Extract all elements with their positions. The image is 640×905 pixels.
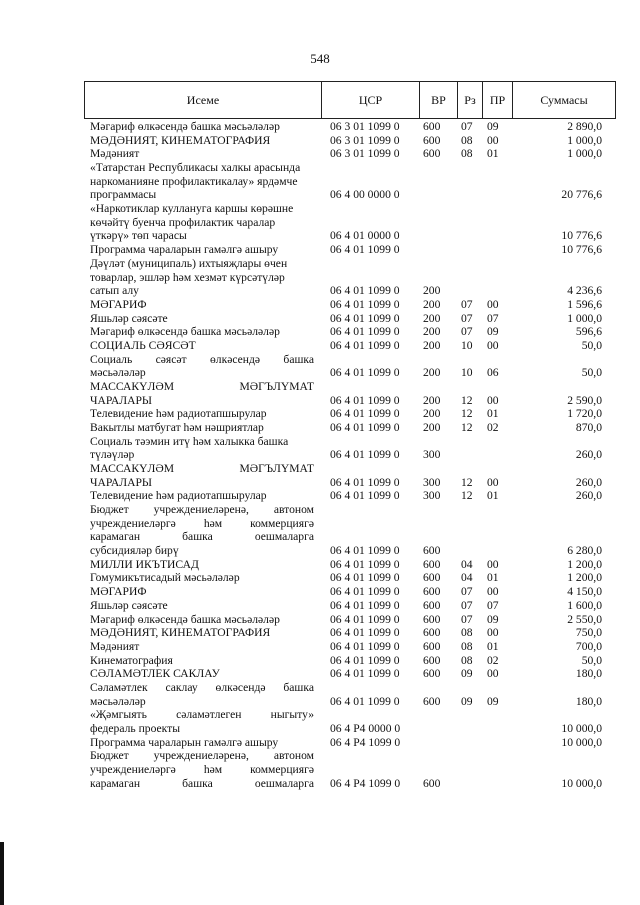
table-row [84, 531, 616, 543]
cell-csr: 06 4 01 1099 0 [330, 393, 400, 407]
cell-rz: 07 [461, 612, 473, 626]
cell-csr: 06 4 00 0000 0 [330, 188, 400, 202]
cell-pr: 02 [487, 421, 499, 434]
cell-name: Мәгариф өлкәсендә башка мәсьәләләр [90, 121, 280, 133]
table-row [84, 668, 616, 680]
table-row [84, 586, 616, 598]
cell-name: мәсьәләләр [90, 695, 146, 708]
cell-pr: 01 [487, 489, 499, 503]
cell-vr: 300 [423, 489, 441, 503]
cell-vr: 600 [423, 626, 441, 640]
cell-name: Социаль тәэмин итү һәм халыкка башка [90, 435, 289, 448]
cell-vr: 600 [423, 667, 441, 681]
cell-vr: 200 [423, 311, 441, 325]
cell-sum: 10 000,0 [561, 735, 602, 749]
cell-rz: 12 [461, 421, 473, 434]
cell-sum: 260,0 [575, 475, 602, 489]
cell-csr: 06 4 01 1099 0 [330, 243, 400, 257]
table-row [84, 299, 616, 311]
cell-sum: 2 890,0 [567, 120, 602, 133]
cell-rz: 07 [461, 311, 473, 325]
cell-vr: 600 [423, 639, 441, 653]
cell-rz: 12 [461, 407, 473, 421]
cell-sum: 1 720,0 [567, 407, 602, 421]
cell-name: программасы [90, 189, 157, 202]
table-row [84, 395, 616, 407]
table-row [84, 682, 616, 694]
cell-vr: 300 [423, 448, 441, 462]
cell-pr: 00 [487, 133, 499, 147]
cell-pr: 00 [487, 338, 499, 352]
cell-pr: 00 [487, 626, 499, 640]
cell-name: СӘЛАМӘТЛЕК САКЛАУ [90, 668, 220, 681]
table-row [84, 436, 616, 448]
cell-name: сатып алу [90, 285, 139, 298]
cell-name: ЧАРАЛАРЫ [90, 476, 153, 489]
cell-sum: 750,0 [575, 626, 602, 640]
cell-csr: 06 4 01 1099 0 [330, 571, 400, 585]
cell-vr: 200 [423, 366, 441, 380]
cell-vr: 600 [423, 598, 441, 612]
cell-name: МИЛЛИ ИКЪТИСАД [90, 558, 199, 571]
cell-name: «Наркотиклар куллануга каршы көрәшне [90, 203, 294, 216]
table-row [84, 230, 616, 242]
table-row [84, 764, 616, 776]
cell-rz: 09 [461, 694, 473, 708]
cell-vr: 600 [423, 776, 441, 790]
cell-rz: 07 [461, 297, 473, 311]
cell-sum: 10 000,0 [561, 776, 602, 790]
cell-sum: 4 150,0 [567, 585, 602, 599]
table-row [84, 313, 616, 325]
table-row [84, 354, 616, 366]
cell-csr: 06 4 01 1099 0 [330, 338, 400, 352]
table-row [84, 778, 616, 790]
cell-rz: 08 [461, 147, 473, 161]
cell-name: «Татарстан Республикасы халкы арасында [90, 162, 301, 174]
cell-vr: 600 [423, 120, 441, 133]
cell-rz: 09 [461, 667, 473, 681]
table-row [84, 504, 616, 516]
cell-sum: 700,0 [575, 639, 602, 653]
cell-name: Дәүләт (муниципаль) ихтыяҗлары өчен [90, 257, 288, 270]
cell-vr: 600 [423, 133, 441, 147]
cell-rz: 12 [461, 475, 473, 489]
table-row [84, 614, 616, 626]
table-row [84, 162, 616, 174]
table-row [84, 709, 616, 721]
cell-name: Вакытлы матбугат һәм нәшриятлар [90, 422, 264, 434]
cell-sum: 10 000,0 [561, 721, 602, 735]
cell-name: Бюджет учреждениеләренә, автоном [90, 750, 314, 763]
page-number: 548 [310, 51, 330, 66]
table-row [84, 655, 616, 667]
cell-vr: 200 [423, 338, 441, 352]
table-row [84, 600, 616, 612]
cell-csr: 06 4 P4 1099 0 [330, 735, 401, 749]
cell-sum: 1 000,0 [567, 311, 602, 325]
cell-vr: 200 [423, 325, 441, 339]
cell-pr: 01 [487, 407, 499, 421]
table-row [84, 750, 616, 762]
cell-rz: 10 [461, 366, 473, 380]
cell-vr: 200 [423, 393, 441, 407]
cell-sum: 2 590,0 [567, 393, 602, 407]
cell-sum: 50,0 [581, 653, 602, 667]
table-row [84, 449, 616, 461]
cell-vr: 200 [423, 407, 441, 421]
cell-name: Мәдәният [90, 640, 140, 653]
cell-pr: 07 [487, 598, 499, 612]
cell-pr: 00 [487, 475, 499, 489]
table-row [84, 737, 616, 749]
cell-csr: 06 4 01 1099 0 [330, 667, 400, 681]
table-row [84, 285, 616, 297]
table-row [84, 203, 616, 215]
cell-pr: 00 [487, 297, 499, 311]
cell-pr: 00 [487, 667, 499, 681]
table-row [84, 627, 616, 639]
cell-name: СОЦИАЛЬ СӘЯСӘТ [90, 339, 196, 352]
cell-vr: 600 [423, 653, 441, 667]
cell-name: Телевидение һәм радиотапшырулар [90, 408, 267, 421]
cell-name: учреждениеләргә һәм коммерциягә [90, 517, 314, 530]
cell-name: «Җәмгыять сәламәтлеген ныгыту» [90, 709, 314, 722]
cell-pr: 09 [487, 120, 499, 133]
table-row [84, 641, 616, 653]
cell-pr: 07 [487, 311, 499, 325]
cell-name: МӘДӘНИЯТ, КИНЕМАТОГРАФИЯ [90, 627, 271, 640]
cell-rz: 07 [461, 598, 473, 612]
table-row [84, 381, 616, 393]
cell-rz: 08 [461, 639, 473, 653]
cell-csr: 06 4 01 1099 0 [330, 407, 400, 421]
table-row [84, 545, 616, 557]
cell-name: Яшьләр сәясәте [90, 312, 168, 325]
cell-csr: 06 4 01 1099 0 [330, 366, 400, 380]
cell-vr: 600 [423, 544, 441, 558]
cell-name: Гомумикътисадый мәсьәләләр [90, 572, 240, 585]
table-header [84, 81, 616, 119]
cell-sum: 50,0 [581, 366, 602, 380]
table-row [84, 572, 616, 584]
cell-name: Социаль сәясәт өлкәсендә башка [90, 353, 314, 366]
header-pr: ПР [482, 82, 512, 118]
cell-vr: 600 [423, 571, 441, 585]
cell-name: МАССАКҮЛӘМ МӘГЪЛҮМАТ [90, 380, 314, 393]
table-row [84, 217, 616, 229]
cell-name: МӘГАРИФ [90, 586, 147, 599]
cell-sum: 596,6 [575, 325, 602, 339]
cell-sum: 1 000,0 [567, 147, 602, 161]
table-row [84, 463, 616, 475]
cell-csr: 06 4 01 1099 0 [330, 284, 400, 298]
table-row [84, 723, 616, 735]
cell-pr: 01 [487, 147, 499, 161]
cell-csr: 06 4 01 1099 0 [330, 421, 400, 434]
cell-csr: 06 4 01 1099 0 [330, 612, 400, 626]
scan-edge-mark [0, 842, 4, 905]
cell-sum: 4 236,6 [567, 284, 602, 298]
cell-vr: 600 [423, 585, 441, 599]
table-row [84, 340, 616, 352]
cell-pr: 09 [487, 694, 499, 708]
cell-csr: 06 4 01 1099 0 [330, 557, 400, 571]
cell-vr: 200 [423, 421, 441, 434]
cell-csr: 06 4 01 1099 0 [330, 653, 400, 667]
cell-csr: 06 4 01 1099 0 [330, 544, 400, 558]
cell-sum: 180,0 [575, 694, 602, 708]
cell-sum: 50,0 [581, 338, 602, 352]
cell-sum: 6 280,0 [567, 544, 602, 558]
cell-csr: 06 3 01 1099 0 [330, 147, 400, 161]
cell-sum: 1 596,6 [567, 297, 602, 311]
cell-name: наркоманияне профилактикалау» ярдәмче [90, 175, 298, 188]
cell-vr: 600 [423, 612, 441, 626]
cell-name: ЧАРАЛАРЫ [90, 394, 153, 407]
cell-sum: 180,0 [575, 667, 602, 681]
cell-name: Мәгариф өлкәсендә башка мәсьәләләр [90, 326, 280, 339]
cell-name: Сәламәтлек саклау өлкәсендә башка [90, 681, 314, 694]
header-csr: ЦСР [321, 82, 419, 118]
cell-csr: 06 3 01 1099 0 [330, 133, 400, 147]
cell-sum: 20 776,6 [561, 188, 602, 202]
cell-csr: 06 4 01 1099 0 [330, 325, 400, 339]
cell-rz: 07 [461, 585, 473, 599]
cell-name: Телевидение һәм радиотапшырулар [90, 490, 267, 503]
cell-sum: 10 776,6 [561, 243, 602, 257]
cell-sum: 870,0 [575, 421, 602, 434]
cell-csr: 06 4 01 1099 0 [330, 475, 400, 489]
cell-csr: 06 4 01 1099 0 [330, 489, 400, 503]
cell-name: МАССАКҮЛӘМ МӘГЪЛҮМАТ [90, 463, 314, 475]
table-row [84, 189, 616, 201]
table-row [84, 258, 616, 270]
cell-csr: 06 4 01 1099 0 [330, 598, 400, 612]
table-row [84, 408, 616, 420]
cell-name: МӘГАРИФ [90, 298, 147, 311]
cell-name: Яшьләр сәясәте [90, 599, 168, 612]
cell-name: Программа чараларын гамәлгә ашыру [90, 244, 279, 257]
cell-pr: 09 [487, 612, 499, 626]
cell-pr: 02 [487, 653, 499, 667]
cell-vr: 600 [423, 557, 441, 571]
cell-csr: 06 4 01 1099 0 [330, 585, 400, 599]
cell-name: субсидияләр бирү [90, 545, 179, 558]
cell-sum: 10 776,6 [561, 229, 602, 243]
header-sum: Суммасы [512, 82, 615, 118]
cell-csr: 06 4 01 1099 0 [330, 694, 400, 708]
cell-vr: 200 [423, 297, 441, 311]
cell-sum: 1 200,0 [567, 571, 602, 585]
cell-sum: 260,0 [575, 489, 602, 503]
table-row [84, 244, 616, 256]
cell-name: карамаган башка оешмаларга [90, 777, 314, 790]
table-row [84, 272, 616, 284]
cell-rz: 12 [461, 489, 473, 503]
cell-vr: 600 [423, 694, 441, 708]
cell-rz: 04 [461, 571, 473, 585]
cell-name: Программа чараларын гамәлгә ашыру [90, 736, 279, 749]
cell-vr: 300 [423, 475, 441, 489]
cell-rz: 08 [461, 626, 473, 640]
header-vr: ВР [419, 82, 457, 118]
cell-sum: 1 000,0 [567, 133, 602, 147]
cell-name: учреждениеләргә һәм коммерциягә [90, 764, 314, 776]
cell-csr: 06 4 01 1099 0 [330, 297, 400, 311]
cell-pr: 06 [487, 366, 499, 380]
header-rz: Рз [457, 82, 482, 118]
table-row [84, 559, 616, 571]
cell-name: федераль проекты [90, 722, 180, 735]
cell-csr: 06 4 01 1099 0 [330, 448, 400, 462]
cell-name: мәсьәләләр [90, 367, 146, 380]
table-row [84, 176, 616, 188]
cell-rz: 08 [461, 133, 473, 147]
table-row [84, 422, 616, 434]
cell-pr: 00 [487, 393, 499, 407]
table-row [84, 477, 616, 489]
cell-csr: 06 4 P4 0000 0 [330, 721, 401, 735]
table-row [84, 121, 616, 133]
cell-pr: 09 [487, 325, 499, 339]
cell-rz: 04 [461, 557, 473, 571]
cell-csr: 06 4 01 0000 0 [330, 229, 400, 243]
cell-csr: 06 4 01 1099 0 [330, 639, 400, 653]
cell-csr: 06 4 01 1099 0 [330, 626, 400, 640]
cell-name: үткәрү» төп чарасы [90, 230, 187, 243]
table-row [84, 367, 616, 379]
cell-rz: 07 [461, 120, 473, 133]
cell-name: Мәгариф өлкәсендә башка мәсьәләләр [90, 613, 280, 626]
cell-sum: 1 200,0 [567, 557, 602, 571]
cell-csr: 06 4 01 1099 0 [330, 311, 400, 325]
table-row [84, 490, 616, 502]
table-row [84, 148, 616, 160]
cell-sum: 2 550,0 [567, 612, 602, 626]
cell-name: карамаган башка оешмаларга [90, 531, 314, 544]
cell-sum: 1 600,0 [567, 598, 602, 612]
cell-csr: 06 4 P4 1099 0 [330, 776, 401, 790]
table-row [84, 696, 616, 708]
cell-rz: 12 [461, 393, 473, 407]
cell-pr: 01 [487, 639, 499, 653]
table-row [84, 518, 616, 530]
cell-name: Бюджет учреждениеләренә, автоном [90, 504, 314, 516]
cell-vr: 600 [423, 147, 441, 161]
cell-csr: 06 3 01 1099 0 [330, 120, 400, 133]
table-row [84, 326, 616, 338]
cell-name: көчәйтү буенча профилактик чаралар [90, 216, 276, 229]
cell-pr: 01 [487, 571, 499, 585]
cell-sum: 260,0 [575, 448, 602, 462]
cell-rz: 10 [461, 338, 473, 352]
cell-pr: 00 [487, 585, 499, 599]
cell-vr: 200 [423, 284, 441, 298]
cell-name: товарлар, эшләр һәм хезмәт күрсәтүләр [90, 271, 285, 284]
header-name: Исеме [186, 92, 220, 107]
cell-rz: 07 [461, 325, 473, 339]
cell-name: Мәдәният [90, 148, 140, 161]
table-row [84, 135, 616, 147]
cell-name: МӘДӘНИЯТ, КИНЕМАТОГРАФИЯ [90, 134, 271, 147]
cell-pr: 00 [487, 557, 499, 571]
cell-rz: 08 [461, 653, 473, 667]
cell-name: Кинематография [90, 654, 173, 667]
cell-name: түләүләр [90, 449, 135, 462]
